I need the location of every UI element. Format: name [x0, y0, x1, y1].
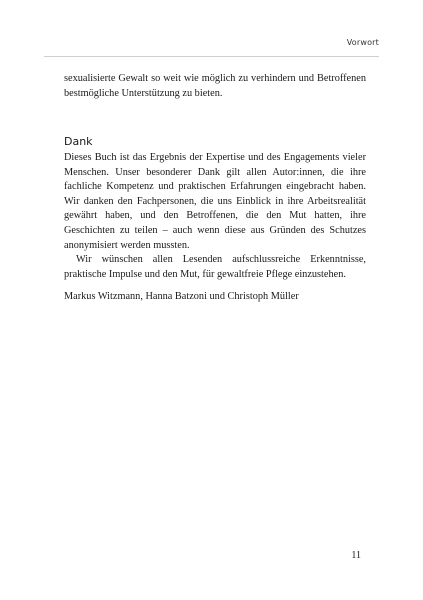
intro-paragraph-block [64, 72, 366, 101]
section-heading: Dank [64, 135, 93, 149]
running-head: Vorwort [346, 38, 379, 47]
intro-paragraph: sexualisierte Gewalt so weit wie möglich zu verhindern und Betroffenen bestmögliche Unterstützung zu bieten. [64, 73, 366, 99]
dank-section [64, 151, 366, 282]
page-number: 11 [351, 550, 361, 561]
dank-paragraph-2: Wir wünschen allen Lesenden aufschlussreiche Erkenntnisse, praktische Impulse und den Mut, für gewaltfreie Pflege einzustehen. [64, 254, 366, 280]
header-rule [44, 56, 379, 57]
dank-paragraph-1: Dieses Buch ist das Ergebnis der Expertise und des Engagements vieler Menschen. Unser besonderer Dank gilt allen Autor:innen, die ihre fachliche Kompetenz und praktischen Erfahrungen eingebracht haben. Wir danken den Fachpersonen, die uns Einblick in ihre Arbeitsrealität gewährt haben, und den Betroffenen, die den Mut hatten, ihre Geschichten zu teilen – auch wenn diese aus Gründen des Schutzes anonymisiert werden mussten. [64, 152, 366, 251]
signature: Markus Witzmann, Hanna Batzoni und Christoph Müller [64, 291, 299, 302]
